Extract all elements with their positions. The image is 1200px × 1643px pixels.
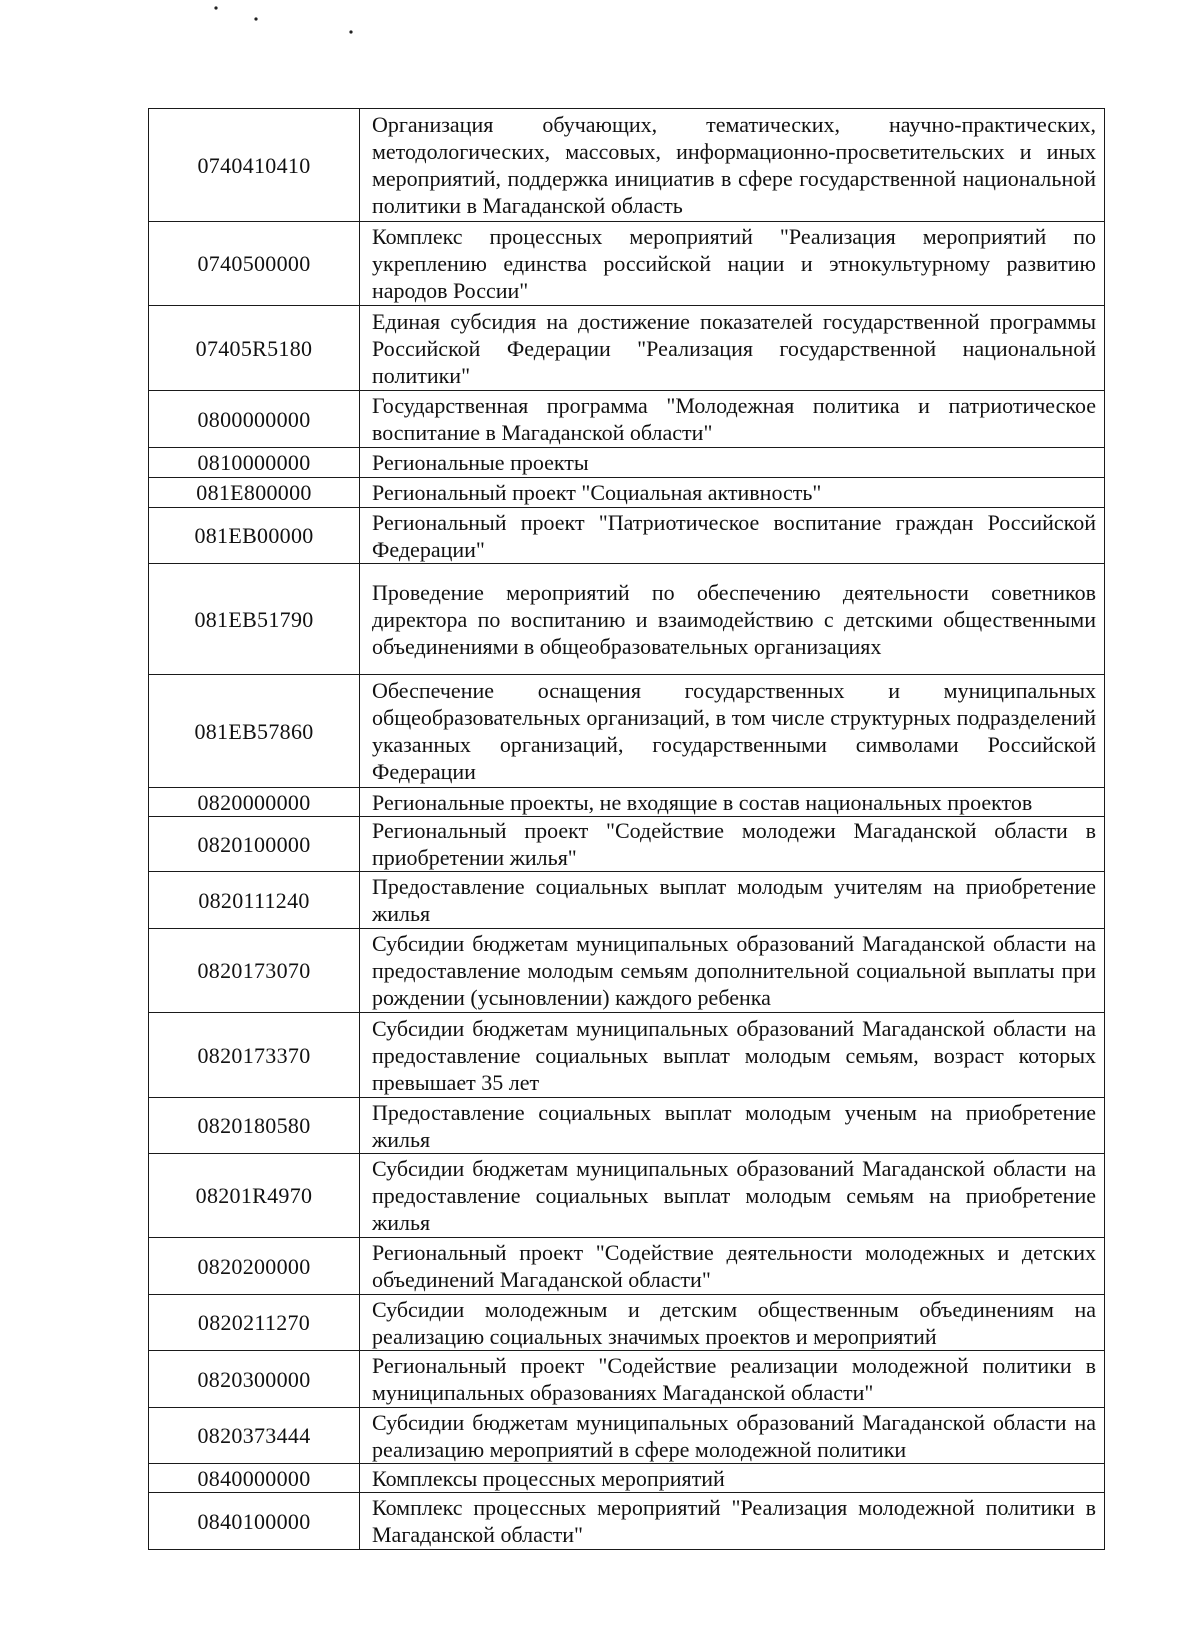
- row-description: Региональный проект "Содействие деятельности молодежных и детских объединений Магаданской области": [360, 1238, 1105, 1295]
- scan-dot: [254, 17, 257, 20]
- table-row: [149, 306, 1105, 391]
- budget-code: 0840100000: [149, 1493, 360, 1550]
- budget-code: 0820373444: [149, 1408, 360, 1464]
- table-row: [149, 1295, 1105, 1351]
- budget-code: 0820000000: [149, 788, 360, 817]
- table-row: [149, 1098, 1105, 1154]
- row-description: Комплекс процессных мероприятий "Реализация мероприятий по укреплению единства российской нации и этнокультурному развитию народов России": [360, 222, 1105, 306]
- row-description: Региональный проект "Содействие молодежи Магаданской области в приобретении жилья": [360, 817, 1105, 872]
- budget-code: 0800000000: [149, 391, 360, 448]
- budget-code: 08201R4970: [149, 1154, 360, 1238]
- row-description: Предоставление социальных выплат молодым ученым на приобретение жилья: [360, 1098, 1105, 1154]
- table-row: [149, 1464, 1105, 1493]
- table-row: [149, 817, 1105, 872]
- scan-dots: [0, 0, 1200, 60]
- row-description: Комплекс процессных мероприятий "Реализация молодежной политики в Магаданской области": [360, 1493, 1105, 1550]
- budget-code: 0820111240: [149, 872, 360, 929]
- table-row: [149, 675, 1105, 788]
- budget-code: 0820180580: [149, 1098, 360, 1154]
- row-description: Предоставление социальных выплат молодым учителям на приобретение жилья: [360, 872, 1105, 929]
- table-row: [149, 872, 1105, 929]
- table-row: [149, 391, 1105, 448]
- budget-code: 081EB51790: [149, 564, 360, 675]
- row-description: Субсидии бюджетам муниципальных образований Магаданской области на предоставление социальных выплат молодым семьям на приобретение жилья: [360, 1154, 1105, 1238]
- row-description: Субсидии молодежным и детским общественным объединениям на реализацию социальных значимых проектов и мероприятий: [360, 1295, 1105, 1351]
- budget-code: 081EB57860: [149, 675, 360, 788]
- table-row: [149, 929, 1105, 1013]
- row-description: Проведение мероприятий по обеспечению деятельности советников директора по воспитанию и взаимодействию с детскими общественными объединениями в общеобразовательных организациях: [360, 564, 1105, 675]
- table-row: [149, 109, 1105, 222]
- budget-code: 0820200000: [149, 1238, 360, 1295]
- row-description: Субсидии бюджетам муниципальных образований Магаданской области на реализацию мероприятий в сфере молодежной политики: [360, 1408, 1105, 1464]
- table-row: [149, 564, 1105, 675]
- budget-code: 081EB00000: [149, 508, 360, 564]
- budget-code: 0840000000: [149, 1464, 360, 1493]
- table-row: [149, 1351, 1105, 1408]
- row-description: Организация обучающих, тематических, научно-практических, методологических, массовых, информационно-просветительских и иных мероприятий, поддержка инициатив в сфере государственной национальной политики в Магаданской область: [360, 109, 1105, 222]
- row-description: Субсидии бюджетам муниципальных образований Магаданской области на предоставление молодым семьям дополнительной социальной выплаты при рождении (усыновлении) каждого ребенка: [360, 929, 1105, 1013]
- row-description: Субсидии бюджетам муниципальных образований Магаданской области на предоставление социальных выплат молодым семьям, возраст которых превышает 35 лет: [360, 1013, 1105, 1098]
- row-description: Региональный проект "Социальная активность": [360, 478, 1105, 508]
- row-description: Региональные проекты, не входящие в состав национальных проектов: [360, 788, 1105, 817]
- row-description: Региональные проекты: [360, 448, 1105, 478]
- budget-code: 0740500000: [149, 222, 360, 306]
- table-row: [149, 448, 1105, 478]
- budget-code: 0820100000: [149, 817, 360, 872]
- scan-dot: [214, 6, 217, 9]
- budget-code: 0820300000: [149, 1351, 360, 1408]
- table-row: [149, 1238, 1105, 1295]
- row-description: Региональный проект "Содействие реализации молодежной политики в муниципальных образованиях Магаданской области": [360, 1351, 1105, 1408]
- budget-code: 07405R5180: [149, 306, 360, 391]
- budget-code: 0820211270: [149, 1295, 360, 1351]
- row-description: Региональный проект "Патриотическое воспитание граждан Российской Федерации": [360, 508, 1105, 564]
- budget-code: 081E800000: [149, 478, 360, 508]
- scan-dot: [349, 30, 352, 33]
- row-description: Комплексы процессных мероприятий: [360, 1464, 1105, 1493]
- table-row: [149, 222, 1105, 306]
- budget-code: 0740410410: [149, 109, 360, 222]
- budget-code: 0820173070: [149, 929, 360, 1013]
- table-row: [149, 1013, 1105, 1098]
- table-row: [149, 478, 1105, 508]
- row-description: Государственная программа "Молодежная политика и патриотическое воспитание в Магаданской области": [360, 391, 1105, 448]
- budget-code-table: [148, 108, 1105, 1550]
- row-description: Обеспечение оснащения государственных и муниципальных общеобразовательных организаций, в том числе структурных подразделений указанных организаций, государственными символами Российской Федерации: [360, 675, 1105, 788]
- budget-code: 0820173370: [149, 1013, 360, 1098]
- table-row: [149, 1154, 1105, 1238]
- table-row: [149, 508, 1105, 564]
- row-description: Единая субсидия на достижение показателей государственной программы Российской Федерации "Реализация государственной национальной политики": [360, 306, 1105, 391]
- table-row: [149, 788, 1105, 817]
- budget-code: 0810000000: [149, 448, 360, 478]
- table-row: [149, 1493, 1105, 1550]
- table-row: [149, 1408, 1105, 1464]
